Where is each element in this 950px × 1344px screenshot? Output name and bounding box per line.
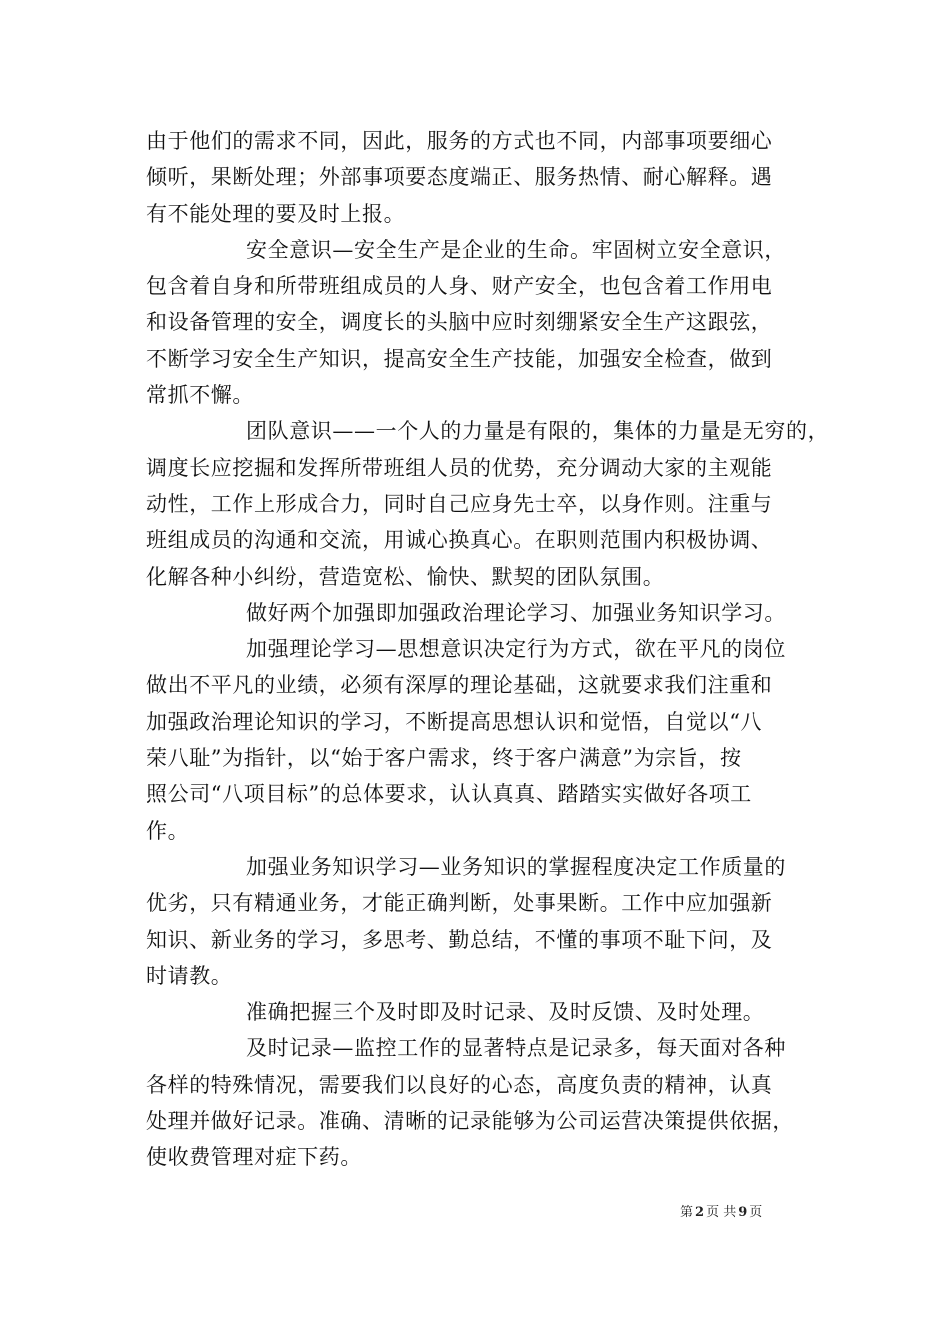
text-line: 使收费管理对症下药。	[146, 1145, 362, 1170]
text-line: 由于他们的需求不同，因此，服务的方式也不同，内部事项要细心	[146, 129, 773, 153]
text-line: 照公司“八项目标”的总体要求，认认真真、踏踏实实做好各项工	[146, 782, 752, 807]
text-line: 各样的特殊情况，需要我们以良好的心态，高度负责的精神，认真	[146, 1072, 773, 1097]
footer-prefix: 第	[680, 1205, 694, 1220]
text-line: 做好两个加强即加强政治理论学习、加强业务知识学习。	[246, 600, 786, 625]
text-line: 常抓不懈。	[146, 383, 254, 408]
text-line: 加强政治理论知识的学习，不断提高思想认识和觉悟，自觉以“八	[146, 709, 763, 734]
text-line: 班组成员的沟通和交流，用诚心换真心。在职则范围内积极协调、	[146, 528, 773, 553]
current-page-number: 2	[695, 1205, 705, 1220]
page-footer	[680, 1204, 820, 1222]
text-line: 不断学习安全生产知识，提高安全生产技能，加强安全检查，做到	[146, 346, 773, 371]
text-line: 优劣，只有精通业务，才能正确判断，处事果断。工作中应加强新	[146, 891, 773, 916]
text-line: 加强理论学习—思想意识决定行为方式，欲在平凡的岗位	[246, 637, 786, 662]
text-line: 团队意识——一个人的力量是有限的，集体的力量是无穷的，	[246, 419, 830, 444]
document-body	[146, 123, 830, 1176]
text-line: 倾听，果断处理；外部事项要态度端正、服务热情、耐心解释。遇	[146, 165, 773, 190]
text-line: 处理并做好记录。准确、清晰的记录能够为公司运营决策提供依据，	[146, 1109, 794, 1134]
text-line: 荣八耻”为指针，以“始于客户需求，终于客户满意”为宗旨，按	[146, 746, 742, 771]
text-line: 知识、新业务的学习，多思考、勤总结，不懂的事项不耻下问，及	[146, 927, 773, 952]
text-line: 化解各种小纠纷，营造宽松、愉快、默契的团队氛围。	[146, 564, 665, 589]
footer-suffix: 页	[749, 1205, 763, 1220]
text-line: 时请教。	[146, 963, 233, 988]
total-page-count: 9	[738, 1205, 748, 1220]
text-line: 及时记录—监控工作的显著特点是记录多，每天面对各种	[246, 1036, 786, 1061]
text-line: 包含着自身和所带班组成员的人身、财产安全，也包含着工作用电	[146, 274, 773, 299]
text-line: 有不能处理的要及时上报。	[146, 201, 406, 226]
text-line: 安全意识—安全生产是企业的生命。牢固树立安全意识，	[246, 237, 786, 262]
text-line: 动性，工作上形成合力，同时自己应身先士卒，以身作则。注重与	[146, 491, 773, 516]
text-line: 准确把握三个及时即及时记录、及时反馈、及时处理。	[246, 1000, 765, 1025]
text-line: 做出不平凡的业绩，必须有深厚的理论基础，这就要求我们注重和	[146, 673, 773, 698]
footer-middle: 页 共	[706, 1205, 737, 1220]
text-line: 加强业务知识学习—业务知识的掌握程度决定工作质量的	[246, 854, 786, 879]
text-line: 调度长应挖掘和发挥所带班组人员的优势，充分调动大家的主观能	[146, 455, 773, 480]
text-line: 作。	[146, 818, 190, 843]
text-line: 和设备管理的安全，调度长的头脑中应时刻绷紧安全生产这跟弦，	[146, 310, 773, 335]
